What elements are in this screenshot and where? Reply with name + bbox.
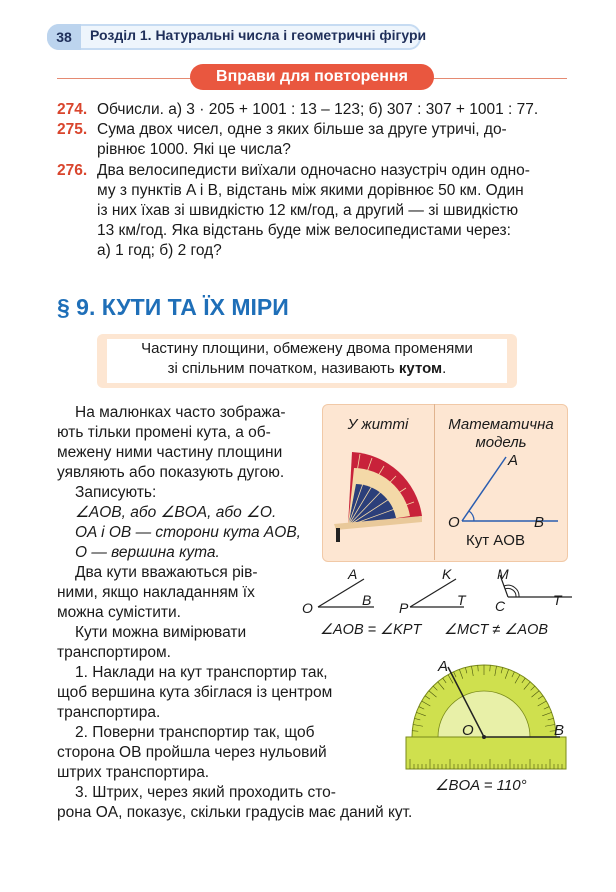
- panel-divider: [434, 404, 435, 560]
- step-2: 2. Поверни транспортир так, щоб сторона OB пройшла через нульовий штрих транспортира.: [57, 724, 327, 781]
- sides-line: OA і OB — сторони кута AOB,: [75, 524, 301, 541]
- angle3-t: T: [553, 592, 562, 608]
- equal-statement: ∠AOB = ∠KPT: [320, 622, 422, 638]
- panel-left-title: У житті: [347, 416, 409, 433]
- exercise-276-text: Два велосипедисти виїхали одночасно назустріч один одно- му з пунктів A і B, відстань між якими дорівнює 50 км. Один із них їхав зі швидкістю 12 км/год, а другий — зі швидкістю 13 км/год. Яка відстань буде між велосипедистами через: а) 1 год; б) 2 год?: [97, 162, 530, 259]
- definition-box: Частину площини, обмежену двома променями зі спільним початком, називають кутом.: [107, 339, 507, 383]
- model-label-b: B: [534, 514, 545, 531]
- exercise-number: 275.: [57, 121, 88, 138]
- angle2-k: K: [442, 566, 452, 582]
- model-label-a: A: [508, 452, 519, 469]
- angle1-b: B: [362, 592, 372, 608]
- exercise-number: 276.: [57, 162, 88, 179]
- angle1-vertex: O: [302, 600, 313, 616]
- protractor-label-b: B: [554, 722, 565, 739]
- fan-illustration: [330, 450, 430, 546]
- angle2-t: T: [457, 592, 466, 608]
- review-banner: Вправи для повторення: [190, 64, 434, 90]
- model-caption: Кут AOB: [466, 532, 525, 549]
- step-1: 1. Наклади на кут транспортир так, щоб вершина кута збіглася із центром транспортира.: [57, 664, 333, 721]
- exercise-274-text: Обчисли. а) 3 · 205 + 1001 : 13 – 123; б) 307 : 307 + 1001 : 77.: [97, 101, 539, 118]
- model-label-o: O: [448, 514, 460, 531]
- angle2-vertex: P: [399, 600, 409, 616]
- panel-right-title: Математична модель: [448, 416, 554, 451]
- write-label: Записують:: [75, 484, 157, 501]
- angle3-vertex: C: [495, 598, 506, 614]
- protractor-label-o: O: [462, 722, 474, 739]
- equal-angles-paragraph: Два кути вважаються рів- ними, якщо накладанням їх можна сумістити.: [57, 564, 258, 621]
- protractor-label-a: A: [438, 658, 449, 675]
- exercise-275-text: Сума двох чисел, одне з яких більше за друге утричі, до- рівнює 1000. Які це числа?: [97, 121, 507, 158]
- not-equal-statement: ∠MCT ≠ ∠AOB: [444, 622, 549, 638]
- equal-angles-diagram: [300, 565, 580, 615]
- protractor-caption: ∠BOA = 110°: [435, 777, 527, 794]
- exercise-number: 274.: [57, 101, 88, 118]
- measure-paragraph: Кути можна вимірювати транспортиром.: [57, 624, 247, 661]
- page-number: 38: [47, 24, 81, 50]
- protractor-illustration: [400, 655, 570, 775]
- vertex-line: O — вершина кута.: [75, 544, 220, 561]
- notation-line: ∠AOB, або ∠BOA, або ∠O.: [75, 504, 277, 521]
- step-3: 3. Штрих, через який проходить сто- рона OA, показує, скільки градусів має даний кут.: [57, 784, 413, 821]
- angle1-a: A: [348, 566, 358, 582]
- intro-paragraph: На малюнках часто зобража- ють тільки промені кута, а об- межену ними частину площини уявляють або показують дугою.: [57, 404, 286, 481]
- angle3-m: M: [497, 566, 509, 582]
- section-title: § 9. КУТИ ТА ЇХ МІРИ: [57, 294, 289, 320]
- chapter-title: Розділ 1. Натуральні числа і геометричні фігури: [90, 27, 427, 43]
